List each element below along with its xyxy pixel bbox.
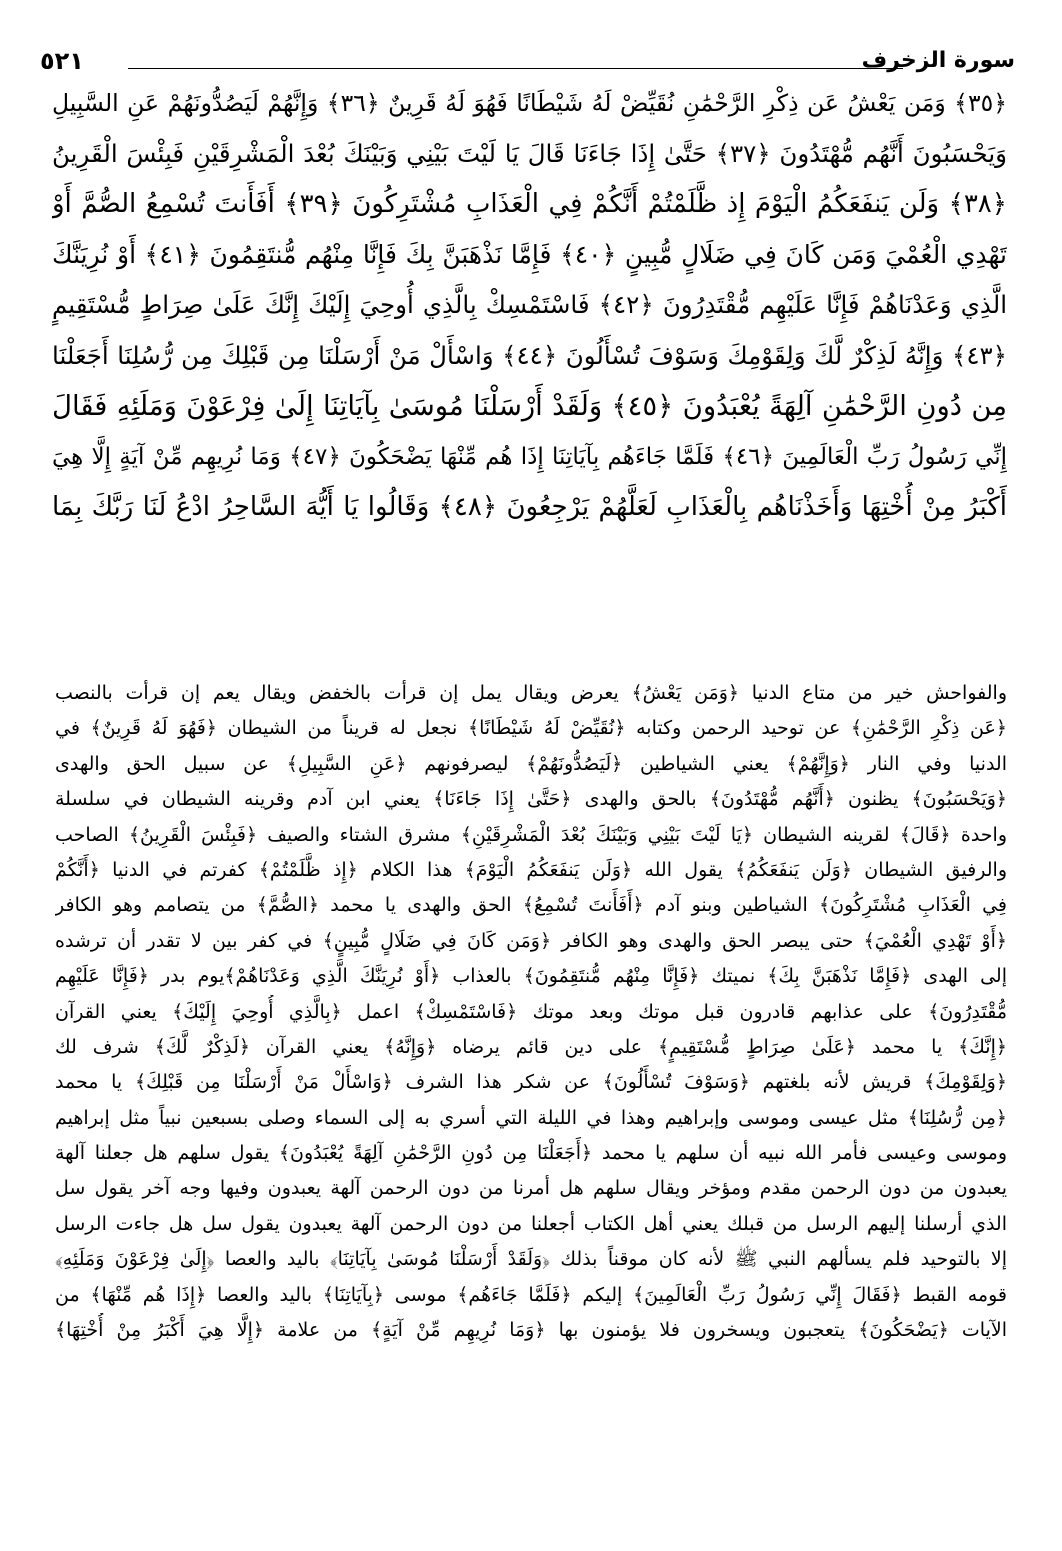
- commentary-line: ﴿أَوْ تَهْدِي الْعُمْيَ﴾ حتى يبصر الحق والهدى وهو الكافر ﴿وَمَن كَانَ فِي ضَلَالٍ مُّبِينٍ﴾ في كفر بين لا تقدر أن ترشده: [55, 929, 1007, 952]
- commentary-line: الذي أرسلنا إليهم الرسل من قبلك يعني أهل الكتاب أجعلنا من دون الرحمن آلهة يعبدون يقول سل هل جاءت الرسل: [55, 1212, 1007, 1235]
- commentary-line: إلى الهدى ﴿فَإِمَّا نَذْهَبَنَّ بِكَ﴾ نميتك ﴿فَإِنَّا مِنْهُم مُّنتَقِمُونَ﴾ بالعذاب ﴿أَوْ نُرِيَنَّكَ الَّذِي وَعَدْنَاهُمْ﴾يوم بدر ﴿فَإِنَّا عَلَيْهِم: [55, 965, 1007, 988]
- quran-line: ﴿٣٥﴾ وَمَن يَعْشُ عَن ذِكْرِ الرَّحْمَٰنِ نُقَيِّضْ لَهُ شَيْطَانًا فَهُوَ لَهُ قَرِينٌ ﴿٣٦﴾ وَإِنَّهُمْ لَيَصُدُّونَهُمْ عَنِ السَّبِيلِ: [52, 89, 1007, 117]
- commentary-line: فِي الْعَذَابِ مُشْتَرِكُونَ﴾ الشياطين وبنو آدم ﴿أَفَأَنتَ تُسْمِعُ﴾ الحق والهدى يا محمد ﴿الصُّمَّ﴾ من يتصامم وهو الكافر: [55, 894, 1007, 917]
- quran-line: وَيَحْسَبُونَ أَنَّهُم مُّهْتَدُونَ ﴿٣٧﴾ حَتَّىٰ إِذَا جَاءَنَا قَالَ يَا لَيْتَ بَيْنِي وَبَيْنَكَ بُعْدَ الْمَشْرِقَيْنِ فَبِئْسَ الْقَرِينُ: [52, 138, 1007, 168]
- quran-line: الَّذِي وَعَدْنَاهُمْ فَإِنَّا عَلَيْهِم مُّقْتَدِرُونَ ﴿٤٢﴾ فَاسْتَمْسِكْ بِالَّذِي أُوحِيَ إِلَيْكَ إِنَّكَ عَلَىٰ صِرَاطٍ مُّسْتَقِيمٍ: [52, 290, 1007, 319]
- commentary-line: ﴿إِنَّكَ﴾ يا محمد ﴿عَلَىٰ صِرَاطٍ مُّسْتَقِيمٍ﴾ على دين قائم يرضاه ﴿وَإِنَّهُ﴾ يعني القرآن ﴿لَذِكْرٌ لَّكَ﴾ شرف لك: [55, 1035, 1007, 1058]
- commentary-line: وموسى وعيسى فأمر الله نبيه أن سلهم يا محمد ﴿أَجَعَلْنَا مِن دُونِ الرَّحْمَٰنِ آلِهَةً يُعْبَدُونَ﴾ يقول سلهم هل جعلنا آلهة: [55, 1142, 1007, 1165]
- commentary-line: يعبدون من دون الرحمن مقدم ومؤخر ويقال سلهم هل أمرنا من دون الرحمن آلهة يعبدون وفيها وجه آخر يقول سل: [55, 1177, 1007, 1200]
- commentary-line: ﴿وَيَحْسَبُونَ﴾ يظنون ﴿أَنَّهُم مُّهْتَدُونَ﴾ بالحق والهدى ﴿حَتَّىٰ إِذَا جَاءَنَا﴾ يعني ابن آدم وقرينه الشيطان في سلسلة: [55, 788, 1007, 811]
- page-number: ٥٢١: [40, 47, 84, 75]
- quran-line: ﴿٣٨﴾ وَلَن يَنفَعَكُمُ الْيَوْمَ إِذ ظَّلَمْتُمْ أَنَّكُمْ فِي الْعَذَابِ مُشْتَرِكُونَ ﴿٣٩﴾ أَفَأَنتَ تُسْمِعُ الصُّمَّ أَوْ: [52, 189, 1007, 219]
- commentary-line: ﴿عَن ذِكْرِ الرَّحْمَٰنِ﴾ عن توحيد الرحمن وكتابه ﴿نُقَيِّضْ لَهُ شَيْطَانًا﴾ نجعل له قريناً من الشيطان ﴿فَهُوَ لَهُ قَرِينٌ﴾ في: [55, 717, 1007, 740]
- page-header: [40, 44, 1015, 78]
- commentary-line: ﴿مِن رُّسُلِنَا﴾ مثل عيسى وموسى وإبراهيم وهذا في الليلة التي أسري به إلى السماء وصلى بسبعين نبياً مثل إبراهيم: [55, 1106, 1007, 1129]
- commentary-line: ﴿وَلِقَوْمِكَ﴾ قريش لأنه بلغتهم ﴿وَسَوْفَ تُسْأَلُونَ﴾ عن شكر هذا الشرف ﴿وَاسْأَلْ مَنْ أَرْسَلْنَا مِن قَبْلِكَ﴾ يا محمد: [55, 1071, 1007, 1094]
- commentary-line: الآيات ﴿يَضْحَكُونَ﴾ يتعجبون ويسخرون فلا يؤمنون بها ﴿وَمَا نُرِيهِم مِّنْ آيَةٍ﴾ من علامة ﴿إِلَّا هِيَ أَكْبَرُ مِنْ أُخْتِهَا﴾: [55, 1319, 1007, 1342]
- commentary-line: واحدة ﴿قَالَ﴾ لقرينه الشيطان ﴿يَا لَيْتَ بَيْنِي وَبَيْنَكَ بُعْدَ الْمَشْرِقَيْنِ﴾ مشرق الشتاء والصيف ﴿فَبِئْسَ الْقَرِينُ﴾ الصاحب: [55, 823, 1007, 846]
- commentary-line: مُّقْتَدِرُونَ﴾ على عذابهم قادرون قبل موتك وبعد موتك ﴿فَاسْتَمْسِكْ﴾ اعمل ﴿بِالَّذِي أُوحِيَ إِلَيْكَ﴾ يعني القرآن: [55, 1000, 1007, 1023]
- quran-line: إِنِّي رَسُولُ رَبِّ الْعَالَمِينَ ﴿٤٦﴾ فَلَمَّا جَاءَهُم بِآيَاتِنَا إِذَا هُم مِّنْهَا يَضْحَكُونَ ﴿٤٧﴾ وَمَا نُرِيهِم مِّنْ آيَةٍ إِلَّا هِيَ: [52, 443, 1007, 470]
- surah-title: سورة الزخرف: [861, 48, 1015, 73]
- quran-line: ﴿٤٣﴾ وَإِنَّهُ لَذِكْرٌ لَّكَ وَلِقَوْمِكَ وَسَوْفَ تُسْأَلُونَ ﴿٤٤﴾ وَاسْأَلْ مَنْ أَرْسَلْنَا مِن قَبْلِكَ مِن رُّسُلِنَا أَجَعَلْنَا: [52, 340, 1007, 370]
- commentary-line: والرفيق الشيطان ﴿وَلَن يَنفَعَكُمُ﴾ يقول الله ﴿وَلَن يَنفَعَكُمُ الْيَوْمَ﴾ هذا الكلام ﴿إِذ ظَّلَمْتُمْ﴾ كفرتم في الدنيا ﴿أَنَّكُمْ: [55, 858, 1007, 881]
- quran-line: مِن دُونِ الرَّحْمَٰنِ آلِهَةً يُعْبَدُونَ ﴿٤٥﴾ وَلَقَدْ أَرْسَلْنَا مُوسَىٰ بِآيَاتِنَا إِلَىٰ فِرْعَوْنَ وَمَلَئِهِ فَقَالَ: [52, 390, 1007, 422]
- commentary-line: قومه القبط ﴿فَقَالَ إِنِّي رَسُولُ رَبِّ الْعَالَمِينَ﴾ إليكم ﴿فَلَمَّا جَاءَهُم﴾ موسى ﴿بِآيَاتِنَا﴾ باليد والعصا ﴿إِذَا هُم مِّنْهَا﴾ من: [55, 1283, 1007, 1306]
- tafsir-commentary-block: [55, 676, 1007, 1526]
- header-rule: [128, 68, 903, 69]
- quran-line: تَهْدِي الْعُمْيَ وَمَن كَانَ فِي ضَلَالٍ مُّبِينٍ ﴿٤٠﴾ فَإِمَّا نَذْهَبَنَّ بِكَ فَإِنَّا مِنْهُم مُّنتَقِمُونَ ﴿٤١﴾ أَوْ نُرِيَنَّكَ: [52, 239, 1007, 269]
- quran-text-block: [52, 78, 1007, 638]
- commentary-line: والفواحش خير من متاع الدنيا ﴿وَمَن يَعْشُ﴾ يعرض ويقال يمل إن قرأت بالخفض ويقال يعم إن قرأت بالنصب: [55, 682, 1007, 704]
- quran-line: أَكْبَرُ مِنْ أُخْتِهَا وَأَخَذْنَاهُم بِالْعَذَابِ لَعَلَّهُمْ يَرْجِعُونَ ﴿٤٨﴾ وَقَالُوا يَا أَيُّهَ السَّاحِرُ ادْعُ لَنَا رَبَّكَ بِمَا: [52, 492, 1007, 522]
- commentary-line: الدنيا وفي النار ﴿وَإِنَّهُمْ﴾ يعني الشياطين ﴿لَيَصُدُّونَهُمْ﴾ ليصرفونهم ﴿عَنِ السَّبِيلِ﴾ عن سبيل الحق والهدى: [55, 752, 1007, 775]
- commentary-line: إلا بالتوحيد فلم يسألهم النبي ﷺ لأنه كان موقناً بذلك ﴿وَلَقَدْ أَرْسَلْنَا مُوسَىٰ بِآيَاتِنَا﴾ باليد والعصا ﴿إِلَىٰ فِرْعَوْنَ وَمَلَئِهِ﴾: [55, 1248, 1007, 1271]
